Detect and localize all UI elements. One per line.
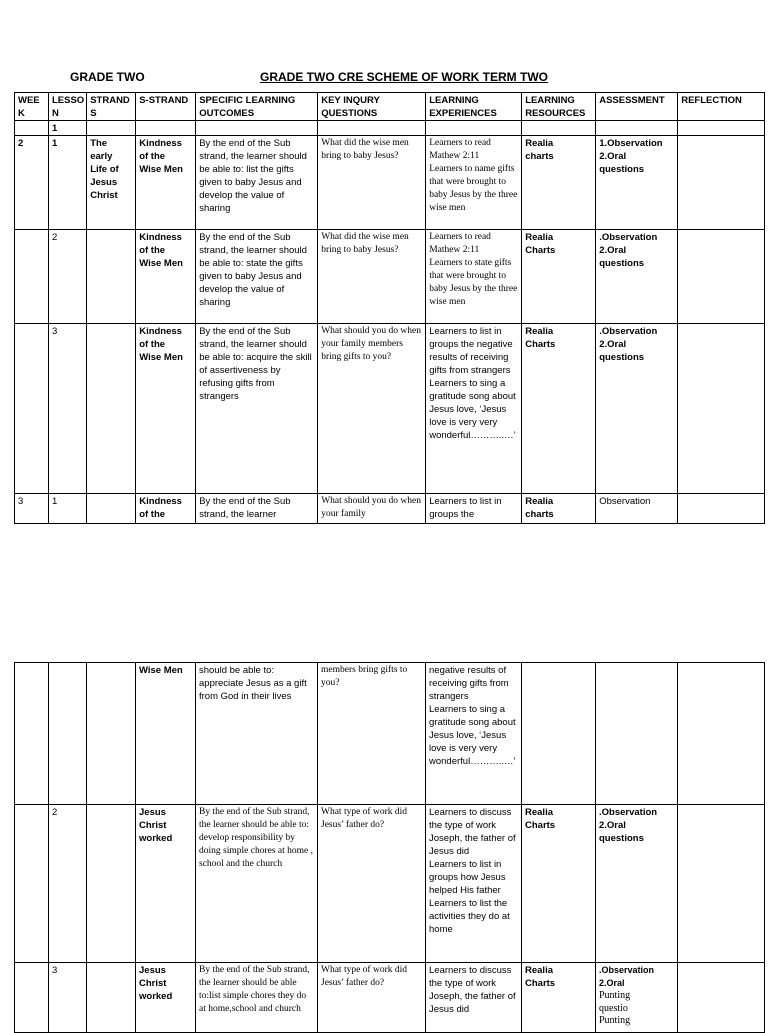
header-strand: STRAND S bbox=[87, 93, 136, 121]
scheme-table-page-2 bbox=[14, 662, 765, 1033]
assessment-cell: 1.Observation 2.Oral questions bbox=[596, 136, 678, 230]
header-questions: KEY INQURY QUESTIONS bbox=[318, 93, 426, 121]
header-sstrand: S-STRAND bbox=[136, 93, 196, 121]
assessment-cell: .Observation 2.Oral questions bbox=[596, 805, 678, 963]
lesson-cell: 1 bbox=[49, 494, 87, 524]
assessment-text: .Observation 2.Oral bbox=[599, 965, 655, 988]
assessment-cell bbox=[596, 963, 678, 1033]
lesson-cell: 1 bbox=[49, 136, 87, 230]
week-cell: 2 bbox=[15, 136, 49, 230]
outcome-cell: By the end of the Sub strand, the learner should be able to: list the gifts given to baby Jesus and develop the value of sharing bbox=[196, 136, 318, 230]
sstrand-cell: Kindness of the Wise Men bbox=[136, 136, 196, 230]
sstrand-cell: Kindness of the Wise Men bbox=[136, 324, 196, 494]
header-outcomes: SPECIFIC LEARNING OUTCOMES bbox=[196, 93, 318, 121]
experience-cell: Learners to discuss the type of work Joseph, the father of Jesus did Learners to list in groups how Jesus helped His father Learners to list the activities they do at home bbox=[426, 805, 522, 963]
reflection-cell bbox=[678, 136, 765, 230]
assessment-extra-text: Punting questio Punting bbox=[599, 990, 631, 1026]
sstrand-cell: Wise Men bbox=[136, 663, 196, 805]
header-reflection: REFLECTION bbox=[678, 93, 765, 121]
document-title: GRADE TWO CRE SCHEME OF WORK TERM TWO bbox=[260, 70, 548, 84]
subheader-lesson: 1 bbox=[49, 121, 87, 136]
question-cell: What type of work did Jesus’ father do? bbox=[318, 805, 426, 963]
experience-cell: negative results of receiving gifts from strangers Learners to sing a gratitude song about Jesus love, ‘Jesus love is very very wonderful………..…’ bbox=[426, 663, 522, 805]
header-lesson: LESSO N bbox=[49, 93, 87, 121]
subheader-row bbox=[15, 121, 765, 136]
table-row bbox=[15, 494, 765, 524]
sstrand-cell: Jesus Christ worked bbox=[136, 805, 196, 963]
table-row bbox=[15, 324, 765, 494]
sstrand-cell: Kindness of the bbox=[136, 494, 196, 524]
lesson-cell: 3 bbox=[49, 324, 87, 494]
scheme-table-page-1 bbox=[14, 92, 765, 524]
reflection-cell bbox=[678, 230, 765, 324]
outcome-cell: By the end of the Sub strand, the learner should be able to:list simple chores they do at home,school and church bbox=[196, 963, 318, 1033]
assessment-cell: .Observation 2.Oral questions bbox=[596, 324, 678, 494]
resources-cell: Realia Charts bbox=[522, 805, 596, 963]
outcome-cell: By the end of the Sub strand, the learner should be able to: state the gifts given to baby Jesus and develop the value of sharing bbox=[196, 230, 318, 324]
question-cell: What type of work did Jesus’ father do? bbox=[318, 963, 426, 1033]
assessment-cell: .Observation 2.Oral questions bbox=[596, 230, 678, 324]
experience-cell: Learners to read Mathew 2:11 Learners to state gifts that were brought to baby Jesus by the three wise men bbox=[426, 230, 522, 324]
table-header-row bbox=[15, 93, 765, 121]
header-resources: LEARNING RESOURCES bbox=[522, 93, 596, 121]
resources-cell: Realia Charts bbox=[522, 963, 596, 1033]
grade-label: GRADE TWO bbox=[70, 70, 145, 84]
question-cell: What should you do when your family bbox=[318, 494, 426, 524]
resources-cell: Realia charts bbox=[522, 136, 596, 230]
experience-cell: Learners to list in groups the bbox=[426, 494, 522, 524]
table-row bbox=[15, 963, 765, 1033]
assessment-cell: Observation bbox=[596, 494, 678, 524]
experience-cell: Learners to list in groups the negative results of receiving gifts from strangers Learners to sing a gratitude song about Jesus love, ‘Jesus love is very very wonderful………..…’ bbox=[426, 324, 522, 494]
table-row bbox=[15, 663, 765, 805]
header-week: WEE K bbox=[15, 93, 49, 121]
experience-cell: Learners to read Mathew 2:11 Learners to name gifts that were brought to baby Jesus by the three wise men bbox=[426, 136, 522, 230]
question-cell: What did the wise men bring to baby Jesus? bbox=[318, 230, 426, 324]
resources-cell: Realia Charts bbox=[522, 324, 596, 494]
lesson-cell: 3 bbox=[49, 963, 87, 1033]
reflection-cell bbox=[678, 805, 765, 963]
outcome-cell: By the end of the Sub strand, the learner should be able to: acquire the skill of assertiveness by refusing gifts from strangers bbox=[196, 324, 318, 494]
table-row bbox=[15, 136, 765, 230]
header-experiences: LEARNING EXPERIENCES bbox=[426, 93, 522, 121]
sstrand-cell: Jesus Christ worked bbox=[136, 963, 196, 1033]
resources-cell: Realia charts bbox=[522, 494, 596, 524]
experience-cell: Learners to discuss the type of work Joseph, the father of Jesus did bbox=[426, 963, 522, 1033]
resources-cell: Realia Charts bbox=[522, 230, 596, 324]
question-cell: members bring gifts to you? bbox=[318, 663, 426, 805]
question-cell: What should you do when your family members bring gifts to you? bbox=[318, 324, 426, 494]
table-row bbox=[15, 805, 765, 963]
outcome-cell: By the end of the Sub strand, the learner bbox=[196, 494, 318, 524]
reflection-cell bbox=[678, 324, 765, 494]
question-cell: What did the wise men bring to baby Jesus? bbox=[318, 136, 426, 230]
reflection-cell bbox=[678, 963, 765, 1033]
sstrand-cell: Kindness of the Wise Men bbox=[136, 230, 196, 324]
header-assessment: ASSESSMENT bbox=[596, 93, 678, 121]
lesson-cell: 2 bbox=[49, 805, 87, 963]
reflection-cell bbox=[678, 494, 765, 524]
strand-cell: The early Life of Jesus Christ bbox=[87, 136, 136, 230]
table-row bbox=[15, 230, 765, 324]
week-cell: 3 bbox=[15, 494, 49, 524]
lesson-cell: 2 bbox=[49, 230, 87, 324]
outcome-cell: should be able to: appreciate Jesus as a gift from God in their lives bbox=[196, 663, 318, 805]
outcome-cell: By the end of the Sub strand, the learner should be able to: develop responsibility by doing simple chores at home , school and the church bbox=[196, 805, 318, 963]
